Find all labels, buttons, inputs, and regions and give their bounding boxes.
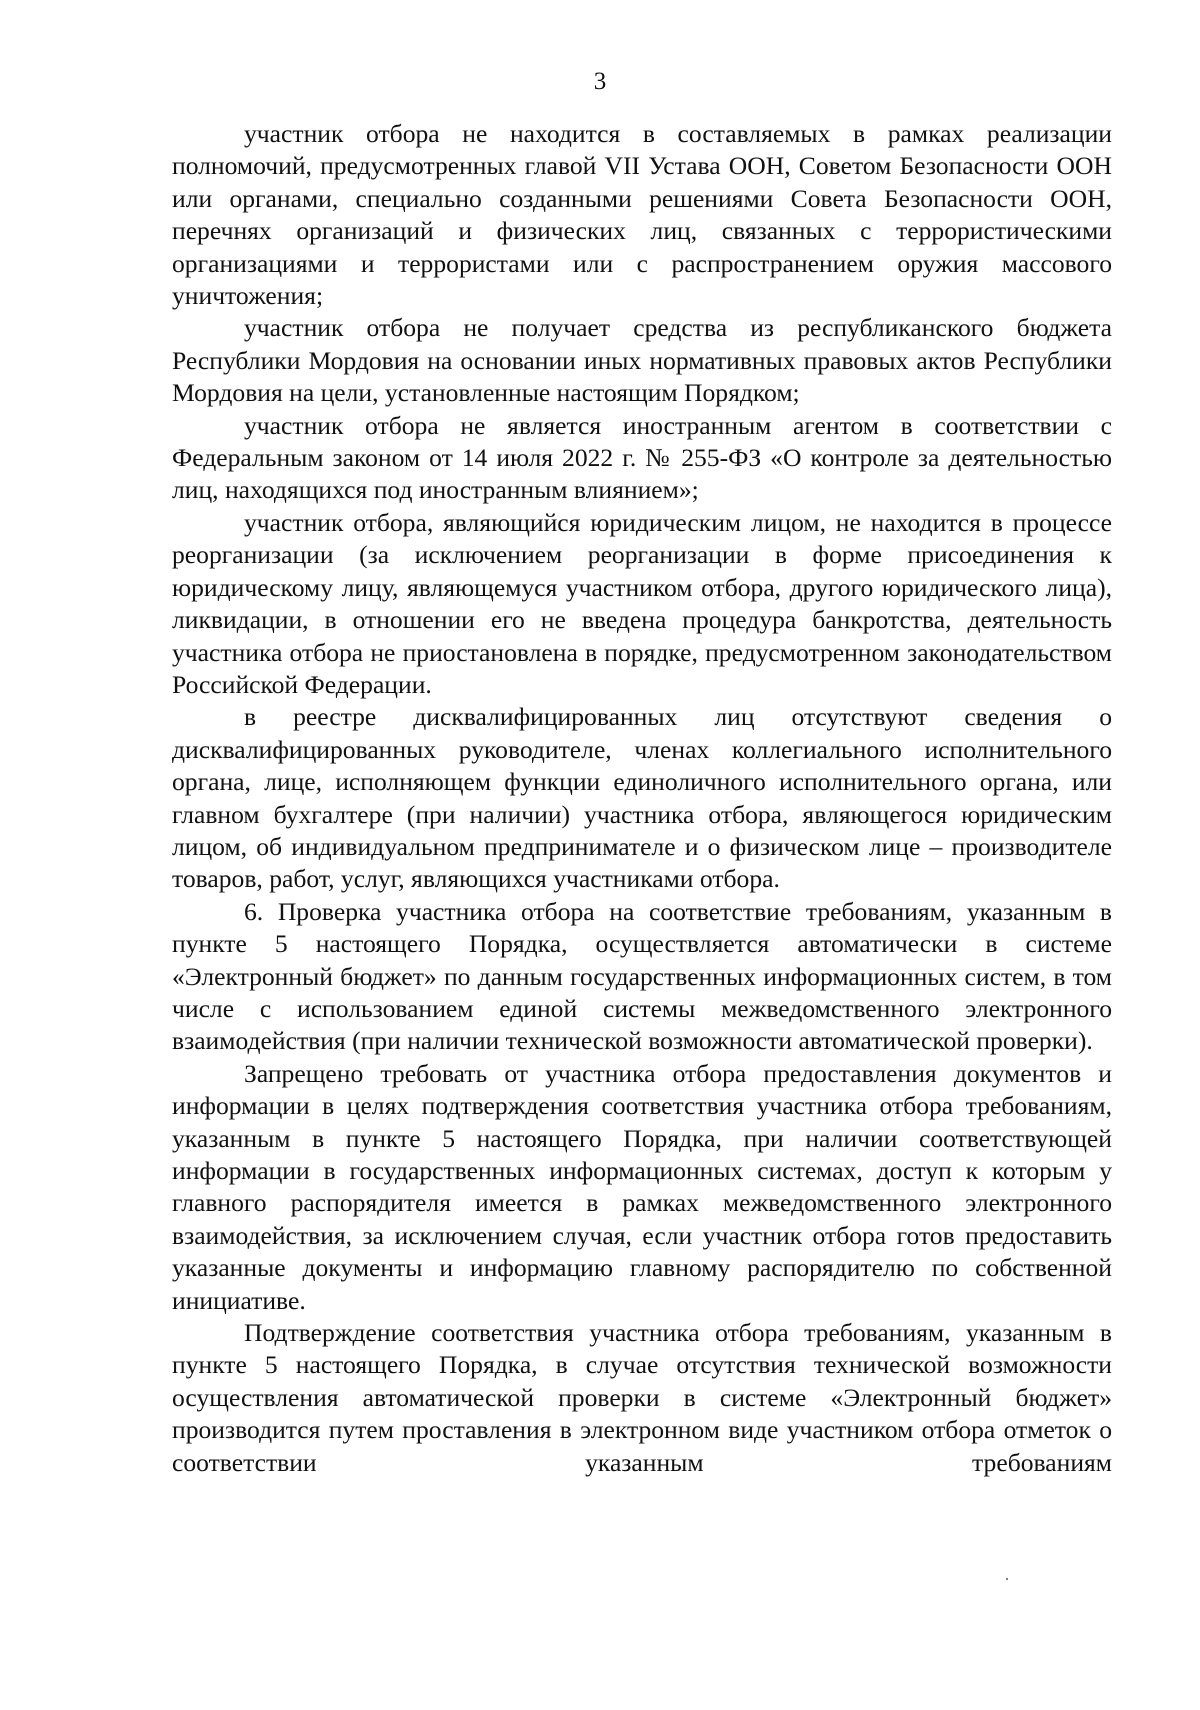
paragraph-documents-prohibition: Запрещено требовать от участника отбора предоставления документов и информации в целях подтверждения соответствия участника отбора требованиям, указанным в пункте 5 настоящего Порядка, при наличии соответствующей информации в государственных информационных системах, доступ к которым у главного распорядителя имеется в рамках межведомственного электронного взаимодействия, за исключением случая, если участник отбора готов предоставить указанные документы и информацию главному распорядителю по собственной инициативе. — [172, 1058, 1112, 1315]
document-body — [172, 118, 1112, 1479]
page-number: 3 — [593, 68, 607, 95]
paragraph-not-foreign-agent: участник отбора не является иностранным агентом в соответствии с Федеральным законом от 14 июля 2022 г. № 255-ФЗ «О контроле за деятельностью лиц, находящихся под иностранным влиянием»; — [172, 410, 1112, 505]
paragraph-item-6-automatic-check: 6. Проверка участника отбора на соответствие требованиям, указанным в пункте 5 настоящего Порядка, осуществляется автоматически в системе «Электронный бюджет» по данным государственных информационных систем, в том числе с использованием единой системы межведомственного электронного взаимодействия (при наличии технической возможности автоматической проверки). — [172, 896, 1112, 1056]
scan-speck — [1006, 1578, 1008, 1580]
paragraph-disqualified-persons: в реестре дисквалифицированных лиц отсутствуют сведения о дисквалифицированных руководителе, членах коллегиального исполнительного органа, лице, исполняющем функции единоличного исполнительного органа, или главном бухгалтере (при наличии) участника отбора, являющегося юридическим лицом, об индивидуальном предпринимателе и о физическом лице – производителе товаров, работ, услуг, являющихся участниками отбора. — [172, 702, 1112, 894]
paragraph-compliance-confirmation: Подтверждение соответствия участника отбора требованиям, указанным в пункте 5 настоящего Порядка, в случае отсутствия технической возможности осуществления автоматической проверки в системе «Электронный бюджет» производится путем проставления в электронном виде участником отбора отметок о соответствии указанным требованиям — [172, 1318, 1112, 1477]
paragraph-no-reorganization: участник отбора, являющийся юридическим лицом, не находится в процессе реорганизации (за исключением реорганизации в форме присоединения к юридическому лицу, являющемуся участником отбора, другого юридического лица), ликвидации, в отношении его не введена процедура банкротства, деятельность участника отбора не приостановлена в порядке, предусмотренном законодательством Российской Федерации. — [172, 507, 1112, 699]
paragraph-un-sanctions-lists: участник отбора не находится в составляемых в рамках реализации полномочий, предусмотренных главой VII Устава ООН, Советом Безопасности ООН или органами, специально созданными решениями Совета Безопасности ООН, перечнях организаций и физических лиц, связанных с террористическими организациями и террористами или с распространением оружия массового уничтожения; — [172, 119, 1112, 311]
paragraph-no-budget-funds: участник отбора не получает средства из республиканского бюджета Республики Мордовия на основании иных нормативных правовых актов Республики Мордовия на цели, установленные настоящим Порядком; — [172, 313, 1112, 408]
